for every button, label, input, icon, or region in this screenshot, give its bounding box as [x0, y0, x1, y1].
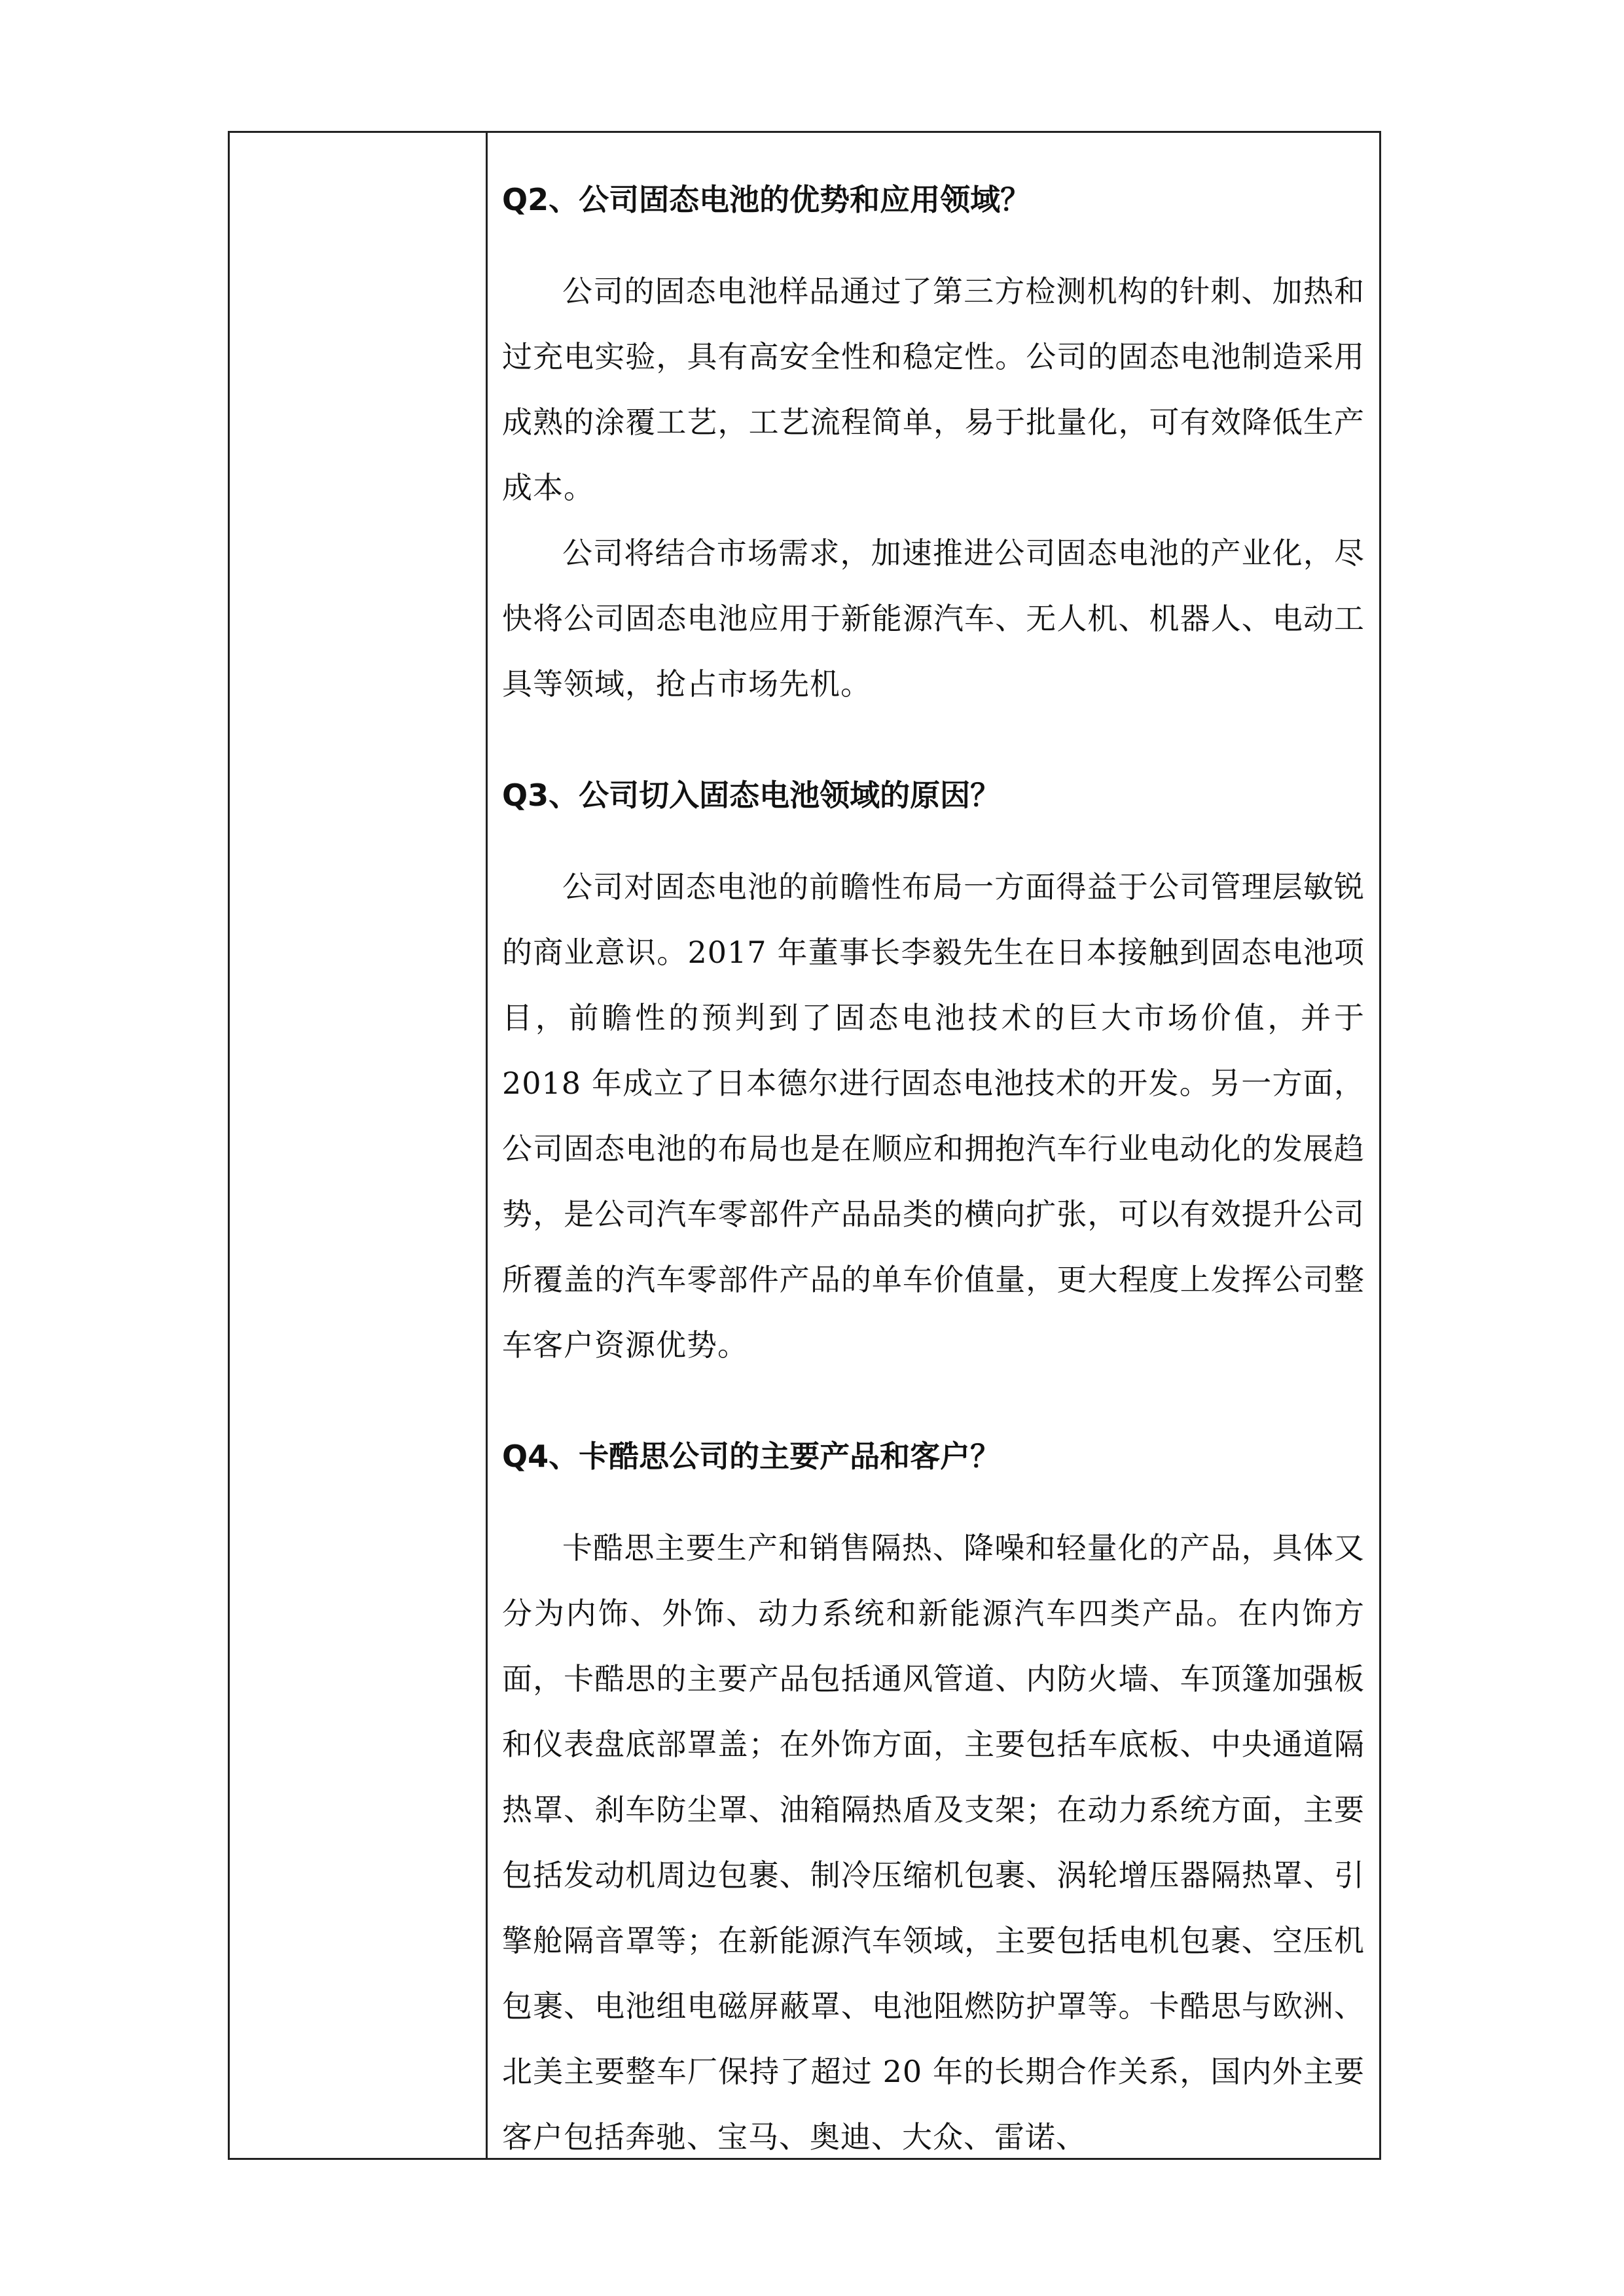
answer-paragraph: 公司将结合市场需求，加速推进公司固态电池的产业化，尽快将公司固态电池应用于新能源汽车、无人机、机器人、电动工具等领域，抢占市场先机。: [502, 535, 1365, 702]
qa-section-q3: [502, 776, 1365, 1378]
qa-section-q2: [502, 180, 1365, 717]
answer-paragraph: 卡酷思主要生产和销售隔热、降噪和轻量化的产品，具体又分为内饰、外饰、动力系统和新能源汽车四类产品。在内饰方面，卡酷思的主要产品包括通风管道、内防火墙、车顶篷加强板和仪表盘底部罩盖；在外饰方面，主要包括车底板、中央通道隔热罩、刹车防尘罩、油箱隔热盾及支架；在动力系统方面，主要包括发动机周边包裹、制冷压缩机包裹、涡轮增压器隔热罩、引擎舱隔音罩等；在新能源汽车领域，主要包括电机包裹、空压机包裹、电池组电磁屏蔽罩、电池阻燃防护罩等。卡酷思与欧洲、北美主要整车厂保持了超过 20 年的长期合作关系，国内外主要客户包括奔驰、宝马、奥迪、大众、雷诺、: [502, 1530, 1365, 2155]
answer-paragraph: 公司的固态电池样品通过了第三方检测机构的针刺、加热和过充电实验，具有高安全性和稳定性。公司的固态电池制造采用成熟的涂覆工艺，工艺流程简单，易于批量化，可有效降低生产成本。: [502, 274, 1365, 505]
question-heading: Q2、公司固态电池的优势和应用领域？: [502, 182, 1031, 217]
table-left-cell: [230, 133, 488, 2158]
table-content-cell: [488, 133, 1379, 2158]
qa-table: [228, 131, 1381, 2160]
answer-paragraph: 公司对固态电池的前瞻性布局一方面得益于公司管理层敏锐的商业意识。2017 年董事长李毅先生在日本接触到固态电池项目，前瞻性的预判到了固态电池技术的巨大市场价值，并于 2018 年成立了日本德尔进行固态电池技术的开发。另一方面，公司固态电池的布局也是在顺应和拥抱汽车行业电动化的发展趋势，是公司汽车零部件产品品类的横向扩张，可以有效提升公司所覆盖的汽车零部件产品的单车价值量，更大程度上发挥公司整车客户资源优势。: [502, 869, 1365, 1363]
question-heading: Q3、公司切入固态电池领域的原因？: [502, 778, 1001, 813]
question-heading: Q4、卡酷思公司的主要产品和客户？: [502, 1439, 1001, 1474]
qa-section-q4: [502, 1437, 1365, 2158]
